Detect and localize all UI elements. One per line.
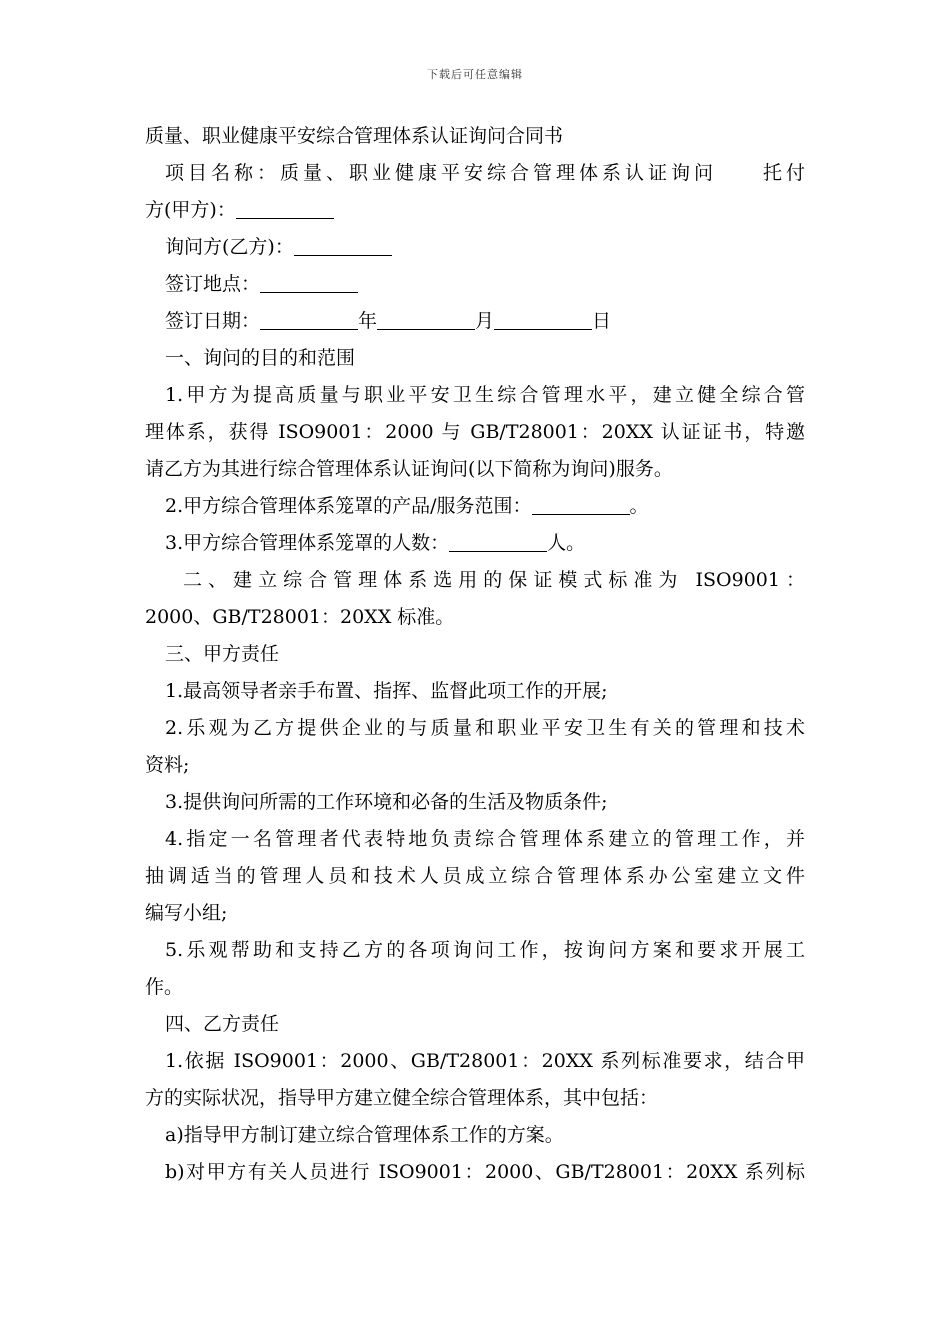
paragraph-line: 方的实际状况，指导甲方建立健全综合管理体系，其中包括： [145,1087,659,1109]
day-blank [494,311,592,330]
paragraph-line: 资料; [145,754,190,776]
list-item: b)对甲方有关人员进行 ISO9001：2000、GB/T28001：20XX 系列标 [165,1161,805,1183]
section-heading-3: 三、甲方责任 [165,643,280,665]
paragraph-line: 2000、GB/T28001：20XX 标准。 [145,606,455,628]
paragraph-line: 请乙方为其进行综合管理体系认证询问(以下简称为询问)服务。 [145,458,673,480]
list-item: a)指导甲方制订建立综合管理体系工作的方案。 [165,1124,564,1146]
page-header: 下载后可任意编辑 [427,68,523,81]
year-blank [260,311,358,330]
paragraph-line: 作。 [145,976,184,998]
month-blank [377,311,475,330]
headcount-blank [449,533,547,552]
paragraph-line: 理体系，获得 ISO9001：2000 与 GB/T28001：20XX 认证证书，特邀 [145,421,805,443]
sign-place-line: 签订地点： [145,266,805,303]
paragraph-line: 3.提供询问所需的工作环境和必备的生活及物质条件; [165,791,608,813]
party-b-line: 询问方(乙方)： [145,229,805,266]
sign-place-blank [260,274,358,293]
paragraph-line: 抽调适当的管理人员和技术人员成立综合管理体系办公室建立文件 [145,865,805,887]
paragraph-line: 2.乐观为乙方提供企业的与质量和职业平安卫生有关的管理和技术 [165,717,805,739]
party-b-blank [294,237,392,256]
section-heading-1: 一、询问的目的和范围 [165,347,356,369]
section-heading-4: 四、乙方责任 [165,1013,280,1035]
document-title: 质量、职业健康平安综合管理体系认证询问合同书 [145,125,564,147]
paragraph-line: 1.甲方为提高质量与职业平安卫生综合管理水平，建立健全综合管 [165,384,805,406]
scope-line: 2.甲方综合管理体系笼罩的产品/服务范围： 。 [165,495,649,517]
paragraph-line: 编写小组; [145,902,228,924]
party-a-blank [236,200,334,219]
sign-date-line: 签订日期： 年 月 日 [165,310,612,332]
paragraph-line: 5.乐观帮助和支持乙方的各项询问工作，按询问方案和要求开展工 [165,939,805,961]
section-heading-2: 二、建立综合管理体系选用的保证模式标准为 ISO9001： [183,569,805,591]
paragraph-line: 4.指定一名管理者代表特地负责综合管理体系建立的管理工作，并 [165,828,805,850]
paragraph-line: 1.依据 ISO9001：2000、GB/T28001：20XX 系列标准要求，结合甲 [165,1050,805,1072]
contract-body [145,118,805,1191]
project-name-line: 项目名称：质量、职业健康平安综合管理体系认证询问 托付 [165,162,805,184]
headcount-line: 3.甲方综合管理体系笼罩的人数： 人。 [165,532,586,554]
party-a-line: 方(甲方)： [145,192,805,229]
scope-blank [532,496,630,515]
paragraph-line: 1.最高领导者亲手布置、指挥、监督此项工作的开展; [165,680,608,702]
